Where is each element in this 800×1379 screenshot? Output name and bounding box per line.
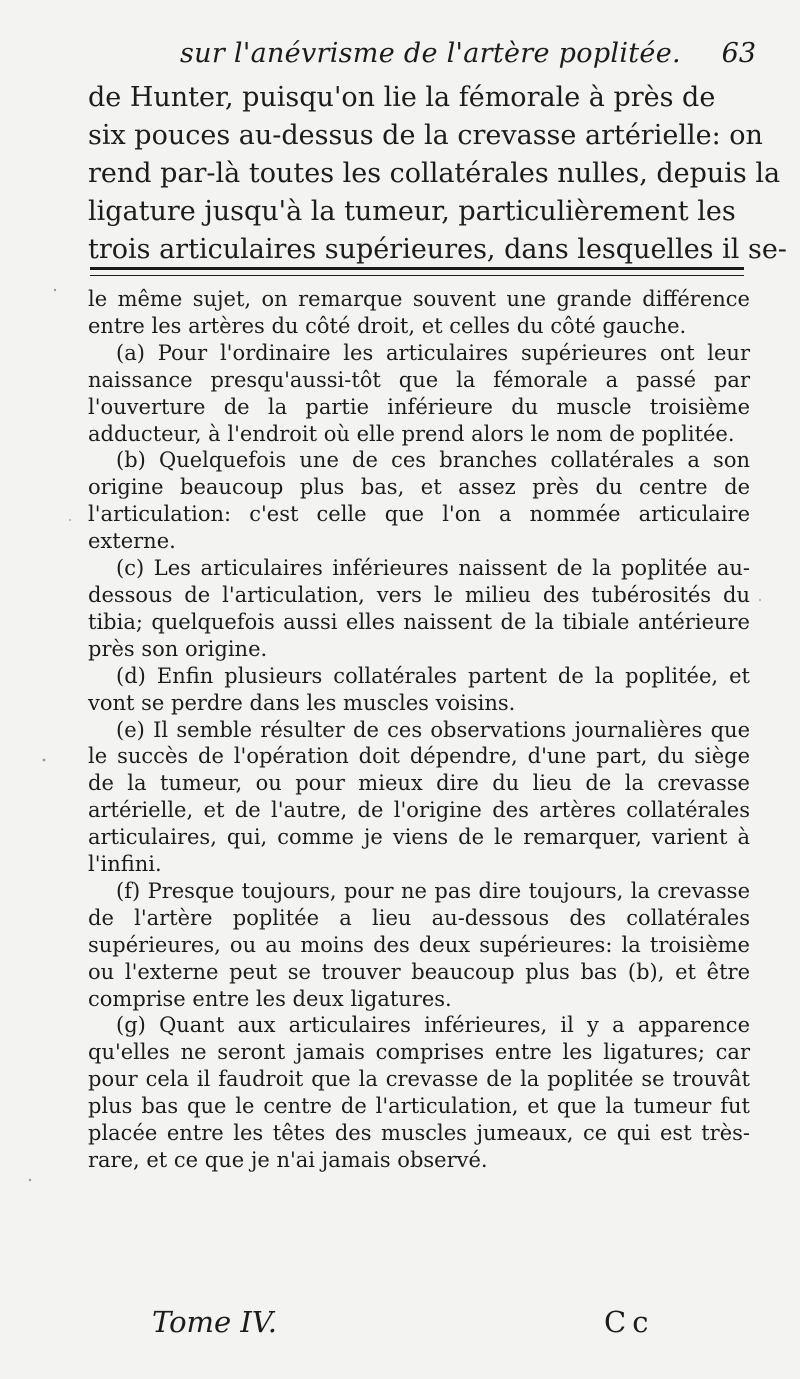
footnote-g: (g) Quant aux articulaires inférieures, il y a apparence qu'elles ne seront jamais comprises entre les ligatures; car pour cela il faudroit que la crevasse de la poplitée se trouvât plus bas que le centre de l'articulation, et que la tumeur fut placée entre les têtes des muscles jumeaux, ce qui est très-rare, et ce que je n'ai jamais observé. <box>88 1013 750 1172</box>
page-header <box>90 36 760 76</box>
footnote-f: (f) Presque toujours, pour ne pas dire toujours, la crevasse de l'artère poplitée a lieu au-dessous des collatérales supérieures, ou au moins des deux supérieures: la troisième ou l'externe peut se trouver beaucoup plus bas (b), et être comprise entre les deux ligatures. <box>88 878 750 1011</box>
catchword: Cc <box>604 1305 655 1339</box>
footnote-d: (d) Enfin plusieurs collatérales partent de la poplitée, et vont se perdre dans les muscles voisins. <box>88 663 750 715</box>
footnote-continuation: le même sujet, on remarque souvent une grande différence entre les artères du côté droit, et celles du côté gauche. <box>88 287 750 338</box>
main-text-line: six pouces au-dessus de la crevasse artérielle: on <box>88 120 763 151</box>
signature-mark: Tome IV. <box>152 1305 277 1339</box>
running-title: sur l'anévrisme de l'artère poplitée. <box>180 38 681 69</box>
page-number: 63 <box>721 38 756 69</box>
main-text-line: rend par-là toutes les collatérales nulles, depuis la <box>88 158 781 189</box>
page-footer <box>152 1305 655 1341</box>
footnote-b: (b) Quelquefois une de ces branches collatérales a son origine beaucoup plus bas, et assez près du centre de l'articulation: c'est celle que l'on a nommée articulaire externe. <box>88 448 750 554</box>
main-text <box>88 79 787 269</box>
main-text-line: ligature jusqu'à la tumeur, particulièrement les <box>88 196 736 227</box>
main-text-line: de Hunter, puisqu'on lie la fémorale à près de <box>88 82 716 113</box>
footnote-separator-rule <box>90 267 744 276</box>
footnote-e: (e) Il semble résulter de ces observations journalières que le succès de l'opération doit dépendre, d'une part, du siège de la tumeur, ou pour mieux dire du lieu de la crevasse artérielle, et de l'autre, de l'origine des artères collatérales articulaires, qui, comme je viens de le remarquer, varient à l'infini. <box>88 717 750 877</box>
footnote-c: (c) Les articulaires inférieures naissent de la poplitée au-dessous de l'articulation, vers le milieu des tubérosités du tibia; quelquefois aussi elles naissent de la tibiale antérieure près son origine. <box>88 556 750 661</box>
footnotes <box>88 286 750 1174</box>
footnote-a: (a) Pour l'ordinaire les articulaires supérieures ont leur naissance presqu'aussi-tôt que la fémorale a passé par l'ouverture de la partie inférieure du muscle troisième adducteur, à l'endroit où elle prend alors le nom de poplitée. <box>88 340 750 446</box>
main-text-line: trois articulaires supérieures, dans lesquelles il se- <box>88 234 787 265</box>
